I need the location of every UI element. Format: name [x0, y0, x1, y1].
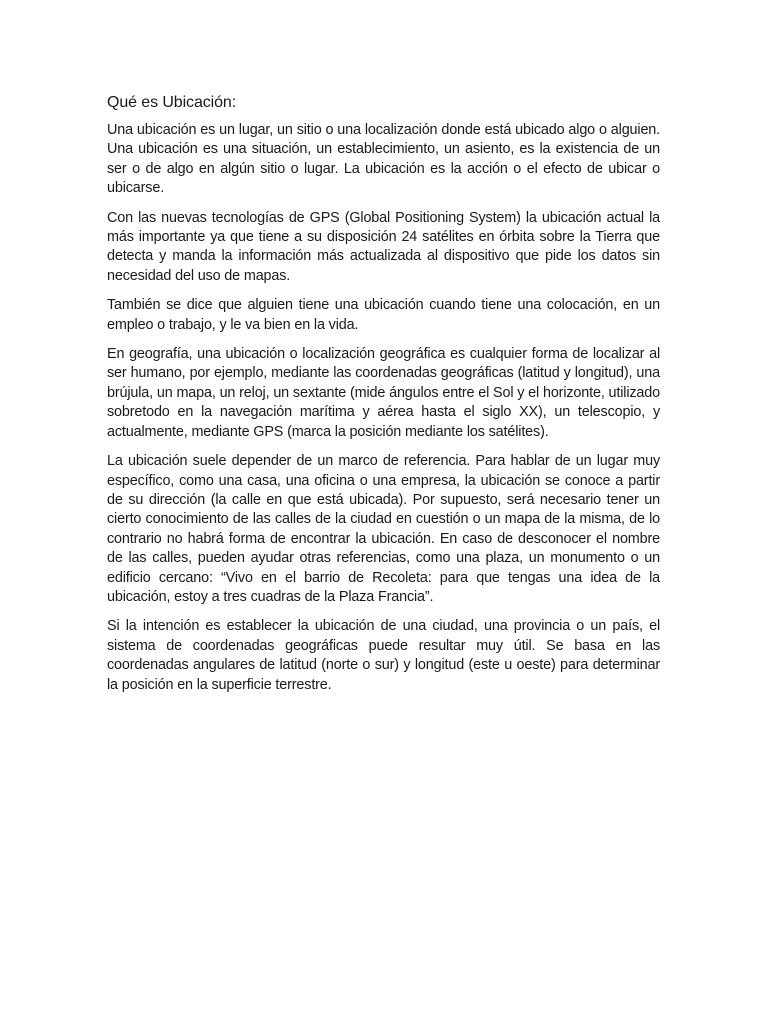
document-body	[107, 93, 660, 705]
paragraph-5: La ubicación suele depender de un marco de referencia. Para hablar de un lugar muy específico, como una casa, una oficina o una empresa, la ubicación se conoce a partir de su dirección (la calle en que está ubicada). Por supuesto, será necesario tener un cierto conocimiento de las calles de la ciudad en cuestión o un mapa de la misma, de lo contrario no habrá forma de encontrar la ubicación. En caso de desconocer el nombre de las calles, pueden ayudar otras referencias, como una plaza, un monumento o un edificio cercano: “Vivo en el barrio de Recoleta: para que tengas una idea de la ubicación, estoy a tres cuadras de la Plaza Francia”.	[107, 453, 660, 605]
paragraph-3: También se dice que alguien tiene una ubicación cuando tiene una colocación, en un empleo o trabajo, y le va bien en la vida.	[107, 297, 660, 333]
paragraph-1: Una ubicación es un lugar, un sitio o una localización donde está ubicado algo o alguien. Una ubicación es una situación, un establecimiento, un asiento, es la existencia de un ser o de algo en algún sitio o lugar. La ubicación es la acción o el efecto de ubicar o ubicarse.	[107, 122, 660, 197]
document-title: Qué es Ubicación:	[107, 94, 237, 111]
paragraph-4: En geografía, una ubicación o localización geográfica es cualquier forma de localizar al ser humano, por ejemplo, mediante las coordenadas geográficas (latitud y longitud), una brújula, un mapa, un reloj, un sextante (mide ángulos entre el Sol y el horizonte, utilizado sobretodo en la navegación marítima y aérea hasta el siglo XX), un telescopio, y actualmente, mediante GPS (marca la posición mediante los satélites).	[107, 346, 660, 440]
paragraph-2: Con las nuevas tecnologías de GPS (Global Positioning System) la ubicación actual la más importante ya que tiene a su disposición 24 satélites en órbita sobre la Tierra que detecta y manda la información más actualizada al dispositivo que pide los datos sin necesidad del uso de mapas.	[107, 209, 660, 284]
paragraph-6: Si la intención es establecer la ubicación de una ciudad, una provincia o un país, el sistema de coordenadas geográficas puede resultar muy útil. Se basa en las coordenadas angulares de latitud (norte o sur) y longitud (este u oeste) para determinar la posición en la superficie terrestre.	[107, 618, 660, 693]
